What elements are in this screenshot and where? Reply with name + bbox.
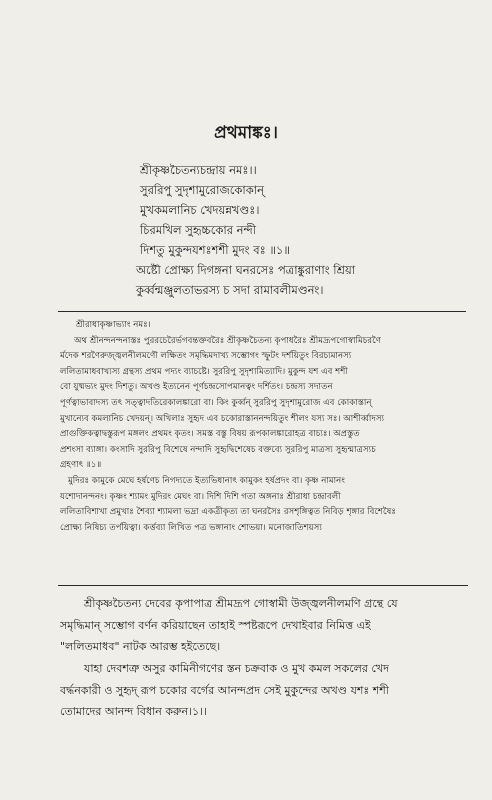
commentary-line: শ্রীরাধাকৃষ্ণাভ্যাং নমঃ। (76, 320, 151, 330)
commentary-line: ললিতাবিশাখা প্রমুখাঃ শৈব্যা শ্যামলা ভদ্রা একত্রীকৃত্য তা ঘনরসৈঃ রসশৃঙ্গিত্বত নিবিড় শৃঙ্গার বিশেষৈঃ (60, 507, 396, 518)
verse-line: শ্রীকৃষ্ণচৈতন্যচন্দ্রায় নমঃ।। (140, 163, 257, 177)
commentary-line: প্রাগুক্তিকত্বাদ্বস্তুরূপ মঙ্গলং প্রথমং কৃতং। সমস্ত বস্তু বিষয় রূপকালঙ্কারোহত্র বাচ্যঃ। অপ্রস্তুত (60, 429, 360, 440)
commentary-line: পূর্ণত্বাভাবাদস্য তৎ সত্ত্বাদতিরেকালঙ্কারো বা। কিং কুর্ব্বন্‌ সুররিপু সুদৃশামুরোজ এব কোকাস্তান্‌ (60, 397, 372, 408)
verse-line: অষ্টৌ প্রোক্ষ্য দিগঙ্গনা ঘনরসেঃ পত্রাঙ্কুরাণাং শ্রিয়া (136, 263, 356, 277)
commentary-line: বো যুষ্মভ্যং মুদং দিশতু। অখণ্ড ইত্যনেন পূর্ণচন্দ্রসোপমানত্বং দর্শিতং। চন্দ্রস্য সদাতন (60, 382, 333, 393)
translation-line: "ললিতমাধব" নাটক আরম্ভ হইতেছে। (60, 640, 221, 654)
verse-line: দিশতু মুকুন্দযশঃশশী মুদং বঃ ॥১॥ (140, 243, 290, 257)
commentary-line: ললিতামাধবাখ্যস্য গ্রন্থস্য প্রথম পদ্যং ব্যাচষ্টে। সুররিপু সুদৃশামিত্যাদি। মুকুন্দ যশ এব শশী (60, 366, 348, 377)
commentary-line: র্মদেক শরণৈরুজ্জ্বলনীলমণৌ লক্ষিতং সমৃদ্ধিমদাখ্য সম্ভোগং স্ফুটং দর্শয়িতুং বিরচ্যমানস্য (60, 351, 352, 362)
act-title: প্রথমাঙ্কঃ। (214, 123, 278, 143)
commentary-block (60, 318, 468, 536)
commentary-line: প্রোক্ষ্য নিষিচ্য তর্পয়িত্বা। কর্ত্তব্যা লিখিত পত্র ভঙ্গানাং শোভয়া। মনোজাতিশয়স্য (60, 522, 322, 533)
translation-line: যাহা দেবশত্রু অসুর কামিনীগণের স্তন চক্রবাক ও মুখ কমল সকলের খেদ (84, 662, 389, 676)
commentary-line: যশোদানন্দনং। কৃষ্ণং শ্যামং মুদিরং মেঘং বা। দিশি দিশি গতা অঙ্গনাঃ শ্রীরাধা চন্দ্রাবলী (60, 491, 341, 502)
verse-line: চিরমখিল সুহৃচ্চকোর নন্দী (140, 223, 257, 237)
commentary-line: মুদিরঃ কামুকে মেঘে হর্ষণেচ নিগদ্যতে ইত্যভিধানাৎ কামুকং হর্ষপ্রদং বা। কৃষ্ণ নামানং (68, 475, 346, 486)
verse-block (136, 160, 480, 300)
commentary-line: মুখান্যেব কমলানিচ খেদয়ন্‌। অখিলাঃ সুহৃদ এব চকোরাস্তাননন্দয়িতুং শীলং যস্য সঃ। আশীর্ব্বাদস্য (60, 413, 385, 424)
translation-block (60, 593, 470, 723)
divider-bottom (58, 585, 468, 586)
translation-line: তোমাদের আনন্দ বিধান করুন।১।। (60, 705, 207, 719)
divider-top (58, 311, 466, 312)
translation-line: শ্রীকৃষ্ণচৈতন্য দেবের কৃপাপাত্র শ্রীমদ্রূপ গোস্বামী উজ্জ্বলনীলমণি গ্রন্থে যে (84, 597, 398, 610)
verse-line: মুখকমলানিচ খেদয়ন্নখণ্ডঃ। (140, 203, 260, 217)
commentary-line: প্রশংসা ব্যাঙ্গা। কংসাদি সুররিপু বিশেষে নন্দাদি সুহৃদ্বিশেষেচ বক্তব্যে সুররিপু মাত্রস্য সুহৃন্মাত্রস্যচ (60, 444, 376, 455)
commentary-line: অথ শ্রীনন্দনন্দনাস্তঃ পুররচেরৈর্ভগবন্তক্তবরৈঃ শ্রীকৃষ্ণচৈতন্য কৃপাধরৈঃ শ্রীমদ্রূপগোস্বামিচরণৈ (74, 335, 381, 346)
translation-line: সমৃদ্ধিমান্‌ সম্ভোগ বর্ণন করিয়াছেন তাহাই স্পষ্টরূপে দেখাইবার নিমিত্ত এই (60, 618, 371, 632)
verse-line: কুর্ব্বন্মঞ্জুলতাভরস্য চ সদা রামাবলীমণ্ডনং। (136, 283, 324, 297)
commentary-line: গ্রহণাৎ ॥১॥ (60, 460, 102, 471)
verse-line: সুররিপু সুদৃশামুরোজকোকান্‌ (140, 183, 264, 197)
translation-line: বর্দ্ধনকারী ও সুহৃদ্‌ রূপ চকোর বর্গের আনন্দপ্রদ সেই মুকুন্দের অখণ্ড যশঃ শশী (60, 683, 389, 697)
